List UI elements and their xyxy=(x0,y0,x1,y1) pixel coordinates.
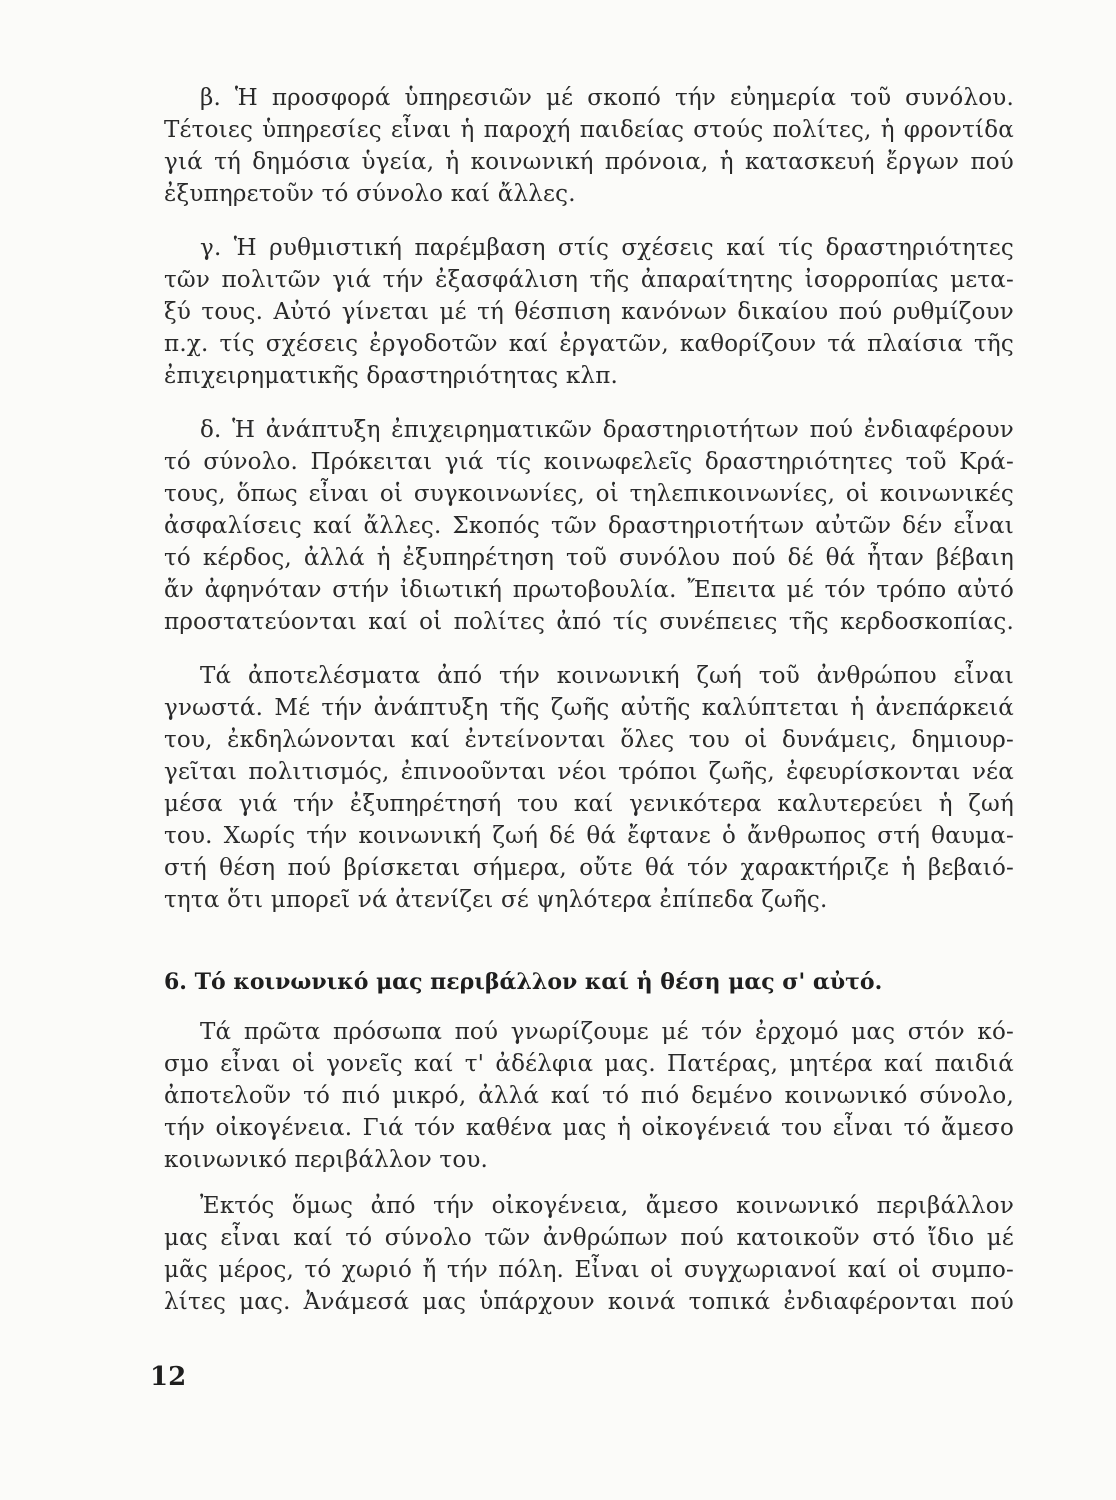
text-line: τήν οἰκογένεια. Γιά τόν καθένα μας ἡ οἰκογένειά του εἶναι τό ἄμεσο xyxy=(164,1115,1014,1141)
text-line: δ. Ἡ ἀνάπτυξη ἐπιχειρηματικῶν δραστηριοτήτων πού ἐνδιαφέρουν xyxy=(200,417,1014,443)
text-line: στή θέση πού βρίσκεται σήμερα, οὔτε θά τόν χαρακτήριζε ἡ βεβαιό- xyxy=(164,855,1014,881)
text-line: γνωστά. Μέ τήν ἀνάπτυξη τῆς ζωῆς αὐτῆς καλύπτεται ἡ ἀνεπάρκειά xyxy=(164,695,1014,721)
page-number: 12 xyxy=(150,1362,187,1392)
text-line: ἐξυπηρετοῦν τό σύνολο καί ἄλλες. xyxy=(164,181,576,207)
text-line: γ. Ἡ ρυθμιστική παρέμβαση στίς σχέσεις καί τίς δραστηριότητες xyxy=(200,235,1014,261)
text-line: Τά ἀποτελέσματα ἀπό τήν κοινωνική ζωή τοῦ ἀνθρώπου εἶναι xyxy=(200,663,1014,689)
text-line: γιά τή δημόσια ὑγεία, ἡ κοινωνική πρόνοια, ἡ κατασκευή ἔργων πού xyxy=(164,149,1014,175)
section-heading: 6. Τό κοινωνικό μας περιβάλλον καί ἡ θέση μας σ' αὐτό. xyxy=(164,969,883,995)
text-line: ἀσφαλίσεις καί ἄλλες. Σκοπός τῶν δραστηριοτήτων αὐτῶν δέν εἶναι xyxy=(164,513,1014,539)
text-line: β. Ἡ προσφορά ὑπηρεσιῶν μέ σκοπό τήν εὐημερία τοῦ συνόλου. xyxy=(200,85,1014,111)
text-line: ἄν ἀφηνόταν στήν ἰδιωτική πρωτοβουλία. Ἔπειτα μέ τόν τρόπο αὐτό xyxy=(164,577,1014,603)
text-line: τητα ὅτι μπορεῖ νά ἀτενίζει σέ ψηλότερα ἐπίπεδα ζωῆς. xyxy=(164,887,828,913)
text-line: μέσα γιά τήν ἐξυπηρέτησή του καί γενικότερα καλυτερεύει ἡ ζωή xyxy=(164,791,1014,817)
text-line: γεῖται πολιτισμός, ἐπινοοῦνται νέοι τρόποι ζωῆς, ἐφευρίσκονται νέα xyxy=(164,759,1014,785)
text-line: τῶν πολιτῶν γιά τήν ἐξασφάλιση τῆς ἀπαραίτητης ἰσορροπίας μετα- xyxy=(164,267,1014,293)
text-line: του. Χωρίς τήν κοινωνική ζωή δέ θά ἔφτανε ὁ ἄνθρωπος στή θαυμα- xyxy=(164,823,1014,849)
text-line: ἐπιχειρηματικῆς δραστηριότητας κλπ. xyxy=(164,363,619,389)
text-line: Τά πρῶτα πρόσωπα πού γνωρίζουμε μέ τόν ἐρχομό μας στόν κό- xyxy=(200,1019,1014,1045)
text-line: τό κέρδος, ἀλλά ἡ ἐξυπηρέτηση τοῦ συνόλου πού δέ θά ἦταν βέβαιη xyxy=(164,545,1014,571)
text-line: μας εἶναι καί τό σύνολο τῶν ἀνθρώπων πού κατοικοῦν στό ἴδιο μέ xyxy=(164,1225,1014,1251)
text-line: σμο εἶναι οἱ γονεῖς καί τ' ἀδέλφια μας. Πατέρας, μητέρα καί παιδιά xyxy=(164,1051,1014,1077)
text-line: τό σύνολο. Πρόκειται γιά τίς κοινωφελεῖς δραστηριότητες τοῦ Κρά- xyxy=(164,449,1014,475)
text-line: Ἐκτός ὅμως ἀπό τήν οἰκογένεια, ἄμεσο κοινωνικό περιβάλλον xyxy=(200,1193,1014,1219)
text-line: κοινωνικό περιβάλλον του. xyxy=(164,1147,489,1173)
text-line: ξύ τους. Αὐτό γίνεται μέ τή θέσπιση κανόνων δικαίου πού ρυθμίζουν xyxy=(164,299,1014,325)
text-line: μᾶς μέρος, τό χωριό ἤ τήν πόλη. Εἶναι οἱ συγχωριανοί καί οἱ συμπο- xyxy=(164,1257,1014,1283)
text-line: Τέτοιες ὑπηρεσίες εἶναι ἡ παροχή παιδείας στούς πολίτες, ἡ φροντίδα xyxy=(164,117,1014,143)
text-line: τους, ὅπως εἶναι οἱ συγκοινωνίες, οἱ τηλεπικοινωνίες, οἱ κοινωνικές xyxy=(164,481,1014,507)
text-line: π.χ. τίς σχέσεις ἐργοδοτῶν καί ἐργατῶν, καθορίζουν τά πλαίσια τῆς xyxy=(164,331,1014,357)
text-line: του, ἐκδηλώνονται καί ἐντείνονται ὅλες του οἱ δυνάμεις, δημιουρ- xyxy=(164,727,1014,753)
text-line: λίτες μας. Ἀνάμεσά μας ὑπάρχουν κοινά τοπικά ἐνδιαφέρονται πού xyxy=(164,1289,1014,1315)
text-line: ἀποτελοῦν τό πιό μικρό, ἀλλά καί τό πιό δεμένο κοινωνικό σύνολο, xyxy=(164,1083,1014,1109)
text-line: προστατεύονται καί οἱ πολίτες ἀπό τίς συνέπειες τῆς κερδοσκοπίας. xyxy=(164,609,1014,635)
